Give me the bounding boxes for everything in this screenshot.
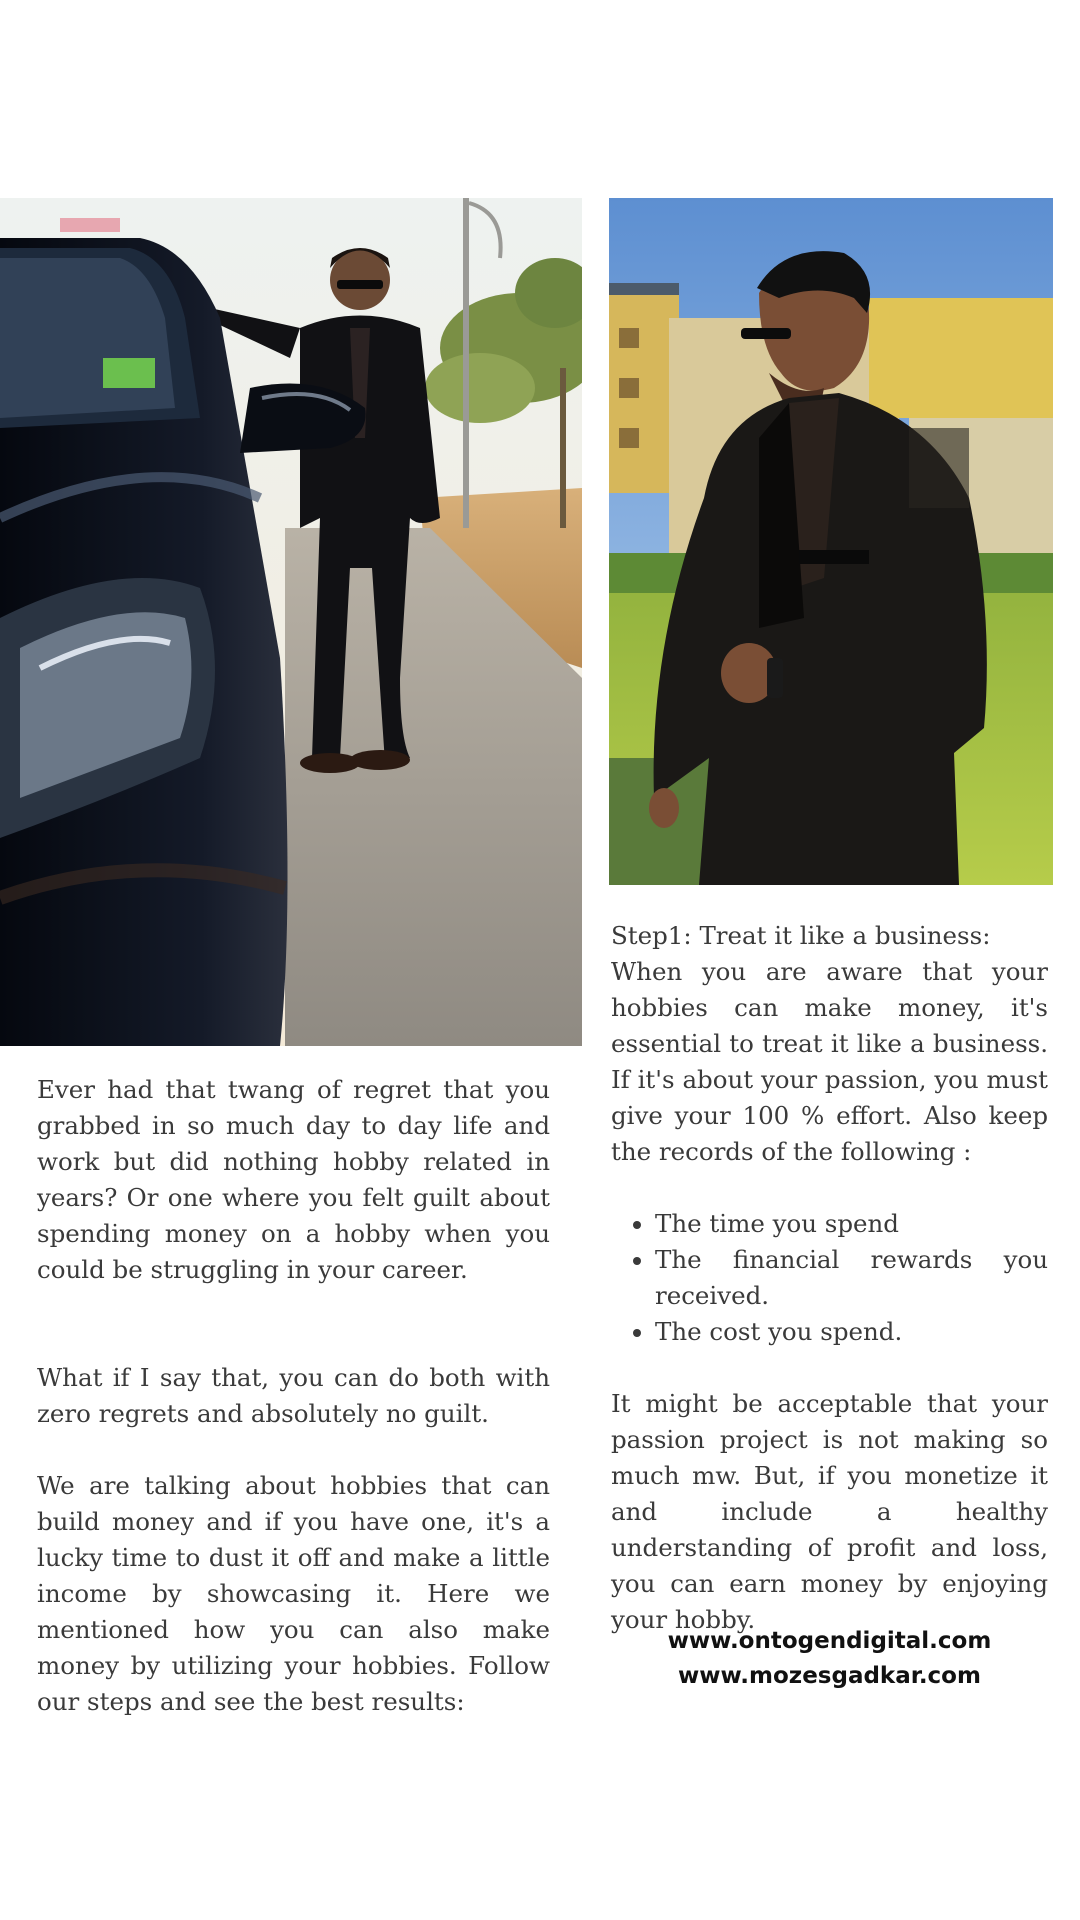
man-leaning-on-car-photo xyxy=(0,198,582,1046)
list-item: • The cost you spend. xyxy=(655,1314,1048,1350)
man-in-blazer-portrait-photo xyxy=(609,198,1053,885)
website-link-mozesgadkar[interactable]: www.mozesgadkar.com xyxy=(678,1663,981,1689)
list-item: • The financial rewards you received. xyxy=(655,1242,1048,1314)
website-links xyxy=(611,1624,1048,1694)
intro-column xyxy=(37,1072,550,1720)
step1-heading: Step1: Treat it like a business: xyxy=(611,921,991,950)
records-list xyxy=(611,1206,1048,1350)
step-column xyxy=(611,918,1048,1638)
step1-closing: It might be acceptable that your passion project is not making so much mw. But, if you monetize it and include a healthy understanding of profit and loss, you can earn money by enjoying your hobby. xyxy=(611,1389,1048,1634)
intro-paragraph-2: What if I say that, you can do both with zero regrets and absolutely no guilt. xyxy=(37,1363,550,1428)
intro-paragraph-3: We are talking about hobbies that can build money and if you have one, it's a lucky time to dust it off and make a little income by showcasing it. Here we mentioned how you can also make money by utilizing your hobbies. Follow our steps and see the best results: xyxy=(37,1471,550,1716)
website-link-ontogendigital[interactable]: www.ontogendigital.com xyxy=(667,1628,992,1654)
step1-intro: When you are aware that your hobbies can make money, it's essential to treat it like a business. If it's about your passion, you must give your 100 % effort. Also keep the records of the following : xyxy=(611,957,1048,1166)
list-item: • The time you spend xyxy=(655,1206,1048,1242)
intro-paragraph-1: Ever had that twang of regret that you grabbed in so much day to day life and work but did nothing hobby related in years? Or one where you felt guilt about spending money on a hobby when you could be struggling in your career. xyxy=(37,1075,550,1284)
